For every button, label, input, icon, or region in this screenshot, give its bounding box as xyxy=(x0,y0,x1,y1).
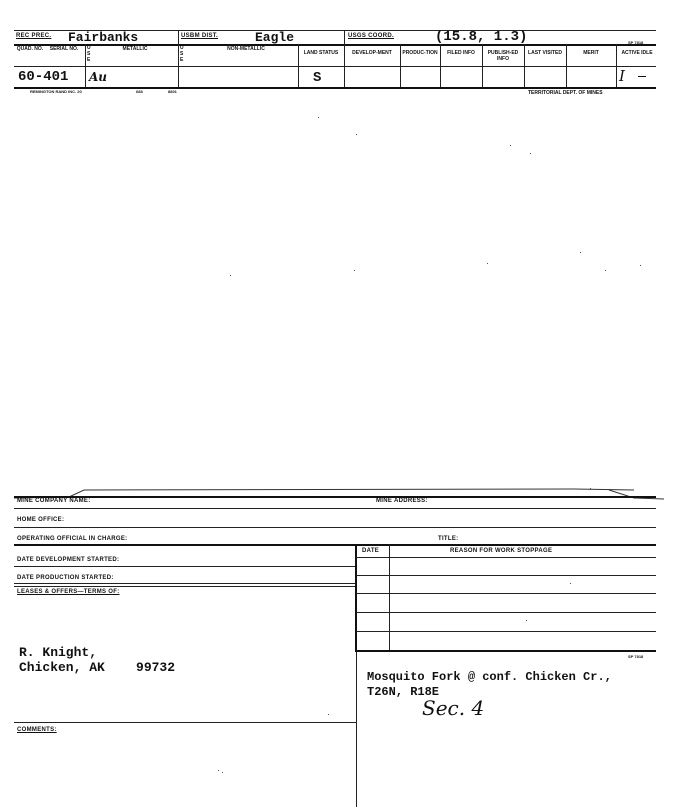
operating-official-label: OPERATING OFFICIAL IN CHARGE: xyxy=(17,536,128,542)
rule xyxy=(298,44,299,87)
rule xyxy=(400,44,401,87)
rule xyxy=(356,593,656,594)
form-number-bottom: SP 7818 xyxy=(628,654,644,659)
speck xyxy=(590,488,591,489)
col-land-status: LAND STATUS xyxy=(303,50,339,56)
leases-label: LEASES & OFFERS—TERMS OF: xyxy=(17,589,120,595)
date-col-label: DATE xyxy=(362,548,380,554)
rule xyxy=(566,44,567,87)
reason-col-label: REASON FOR WORK STOPPAGE xyxy=(450,548,553,554)
speck xyxy=(356,134,357,135)
usbm-dist-value: Eagle xyxy=(255,30,295,45)
rule xyxy=(356,575,656,576)
comments-label: COMMENTS: xyxy=(17,727,57,733)
mine-company-label: MINE COMPANY NAME: xyxy=(17,498,91,504)
speck xyxy=(218,770,219,771)
rec-prec-label: REC PREC. xyxy=(16,33,52,39)
speck xyxy=(222,772,223,773)
date-prod-label: DATE PRODUCTION STARTED: xyxy=(17,575,114,581)
mine-address-label: MINE ADDRESS: xyxy=(376,498,428,504)
speck xyxy=(640,265,641,266)
rule xyxy=(344,44,345,87)
rule xyxy=(85,44,86,87)
rule xyxy=(14,496,656,498)
speck xyxy=(605,270,606,271)
speck xyxy=(328,714,329,715)
row-land-status: S xyxy=(313,70,322,86)
rule xyxy=(482,44,483,87)
owner-address: Chicken, AK 99732 xyxy=(19,660,176,675)
col-production: PRODUC-TION xyxy=(402,50,438,56)
col-use-nonmetallic: U S E xyxy=(180,45,184,63)
speck xyxy=(530,153,531,154)
rule xyxy=(616,44,617,87)
footer-right: TERRITORIAL DEPT. OF MINES xyxy=(528,90,603,96)
col-development: DEVELOP-MENT xyxy=(352,50,392,56)
rule xyxy=(356,612,656,613)
rule xyxy=(356,652,357,807)
usgs-coord-value: (15.8, 1.3) xyxy=(435,29,528,45)
usgs-coord-label: USGS COORD. xyxy=(348,33,394,39)
col-serial: SERIAL NO. xyxy=(49,46,79,52)
rule xyxy=(524,44,525,87)
rule xyxy=(14,586,355,587)
speck xyxy=(354,270,355,271)
rule xyxy=(14,544,656,546)
rule xyxy=(389,544,390,652)
speck xyxy=(487,263,488,264)
rule xyxy=(178,30,179,87)
location-handwritten: Sec. 4 xyxy=(422,696,485,720)
col-merit: MERIT xyxy=(583,50,599,56)
col-quad: QUAD. NO. xyxy=(16,46,44,52)
speck xyxy=(230,275,231,276)
col-last-visited: LAST VISITED xyxy=(528,50,562,56)
rule xyxy=(355,544,357,652)
location-line2: T26N, R18E xyxy=(367,685,440,699)
rule xyxy=(356,557,656,558)
speck xyxy=(580,252,581,253)
rule xyxy=(356,631,656,632)
footer-code2: 8801 xyxy=(168,89,177,94)
speck xyxy=(526,620,527,621)
rule xyxy=(14,583,355,584)
owner-name: R. Knight, xyxy=(19,645,98,660)
footer-left: REMINGTON RAND INC. 20 xyxy=(30,89,82,94)
speck xyxy=(510,145,511,146)
metallic-label: METALLIC xyxy=(122,46,148,52)
nonmetallic-label: NON-METALLIC xyxy=(227,46,265,52)
card-tab-edge xyxy=(14,478,664,502)
rule xyxy=(344,30,345,44)
date-dev-label: DATE DEVELOPMENT STARTED: xyxy=(17,557,120,563)
row-metallic: Au xyxy=(89,70,108,84)
rec-prec-value: Fairbanks xyxy=(68,30,139,45)
col-active-idle: ACTIVE IDLE xyxy=(621,50,653,56)
rule xyxy=(14,87,656,89)
title-label: TITLE: xyxy=(438,536,459,542)
dash-mark xyxy=(638,76,646,77)
col-published-info: PUBLISH-ED INFO xyxy=(487,50,519,62)
speck xyxy=(570,583,571,584)
rule xyxy=(14,722,356,723)
col-use-metallic: U S E xyxy=(87,45,91,63)
rule xyxy=(14,66,656,67)
location-line1: Mosquito Fork @ conf. Chicken Cr., xyxy=(367,670,612,684)
rule xyxy=(440,44,441,87)
speck xyxy=(318,117,319,118)
rule xyxy=(14,508,656,509)
form-number: SP 7818 xyxy=(628,40,644,45)
row-active-idle: I xyxy=(619,67,625,85)
rule xyxy=(14,527,656,528)
footer-code1: 688 xyxy=(136,89,143,94)
home-office-label: HOME OFFICE: xyxy=(17,517,65,523)
row-quad: 60-401 xyxy=(18,69,69,85)
rule xyxy=(14,566,355,567)
col-filed-info: FILED INFO xyxy=(447,50,475,56)
rule xyxy=(356,650,656,652)
usbm-dist-label: USBM DIST. xyxy=(181,33,219,39)
